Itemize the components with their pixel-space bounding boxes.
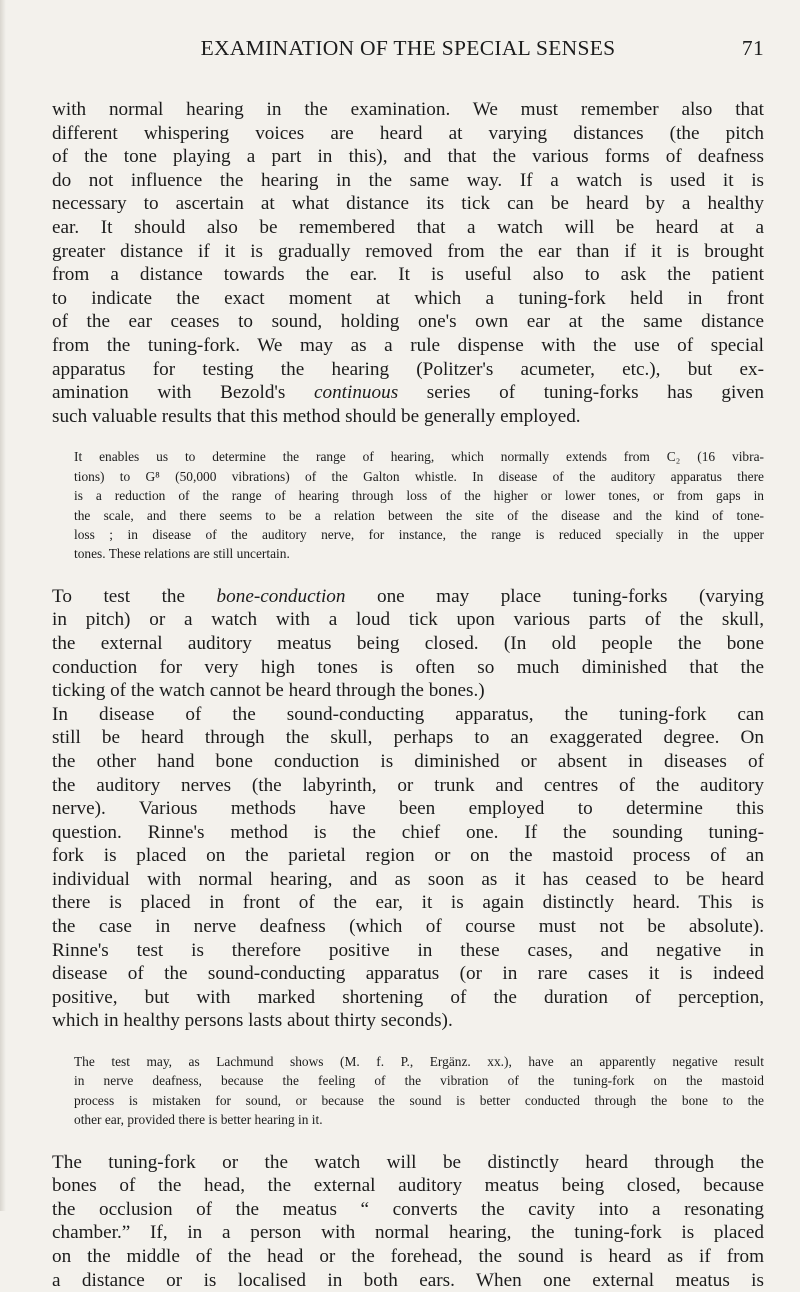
text-line: apparatus for testing the hearing (Politzer's acumeter, etc.), but ex- — [52, 358, 764, 380]
text-line: Rinne's test is therefore positive in these cases, and negative in — [52, 939, 764, 961]
paragraph-continued — [52, 98, 764, 428]
note-line: The test may, as Lachmund shows (M. f. P., Ergänz. xx.), have an apparently negative result — [74, 1054, 764, 1070]
text-line: from a distance towards the ear. It is useful also to ask the patient — [52, 264, 764, 286]
note-line: tions) to G⁸ (50,000 vibrations) of the Galton whistle. In disease of the auditory apparatus there — [74, 468, 764, 484]
note-line: is a reduction of the range of hearing through loss of the higher or lower tones, or from gaps in — [74, 488, 764, 504]
text-line: ticking of the watch cannot be heard through the bones.) — [52, 680, 485, 702]
text-line: the external auditory meatus being closed. (In old people the bone — [52, 632, 764, 654]
text-line: different whispering voices are heard at varying distances (the pitch — [52, 122, 764, 144]
text-line: necessary to ascertain at what distance its tick can be heard by a healthy — [52, 193, 764, 215]
text-line: bones of the head, the external auditory meatus being closed, because — [52, 1175, 764, 1197]
paragraph-rinne — [52, 703, 764, 1033]
note-line: process is mistaken for sound, or because the sound is better conducted through the bone to the — [74, 1092, 764, 1108]
text-line: chamber.” If, in a person with normal hearing, the tuning-fork is placed — [52, 1222, 764, 1244]
text-line: a distance or is localised in both ears. When one external meatus is — [52, 1269, 764, 1291]
text-line: the case in nerve deafness (which of course must not be absolute). — [52, 916, 764, 938]
text-line-with-italic: To test the bone-conduction one may place tuning-forks (varying — [52, 585, 764, 607]
small-print-note-range — [52, 447, 764, 563]
text-line: in pitch) or a watch with a loud tick upon various parts of the skull, — [52, 609, 764, 631]
text-line: conduction for very high tones is often so much diminished that the — [52, 656, 764, 678]
text-line: In disease of the sound-conducting apparatus, the tuning-fork can — [52, 703, 764, 725]
page-number: 71 — [741, 36, 764, 60]
note-line: loss ; in disease of the auditory nerve, for instance, the range is reduced specially in the upper — [74, 526, 764, 542]
note-line: in nerve deafness, because the feeling of the vibration of the tuning-fork on the mastoid — [74, 1073, 764, 1089]
chapter-title: EXAMINATION OF THE SPECIAL SENSES — [200, 36, 616, 60]
text-line: ear. It should also be remembered that a watch will be heard at a — [52, 216, 764, 238]
text-line: question. Rinne's method is the chief one. If the sounding tuning- — [52, 821, 764, 843]
note-line: other ear, provided there is better hearing in it. — [74, 1112, 323, 1128]
paragraph-localisation — [52, 1151, 764, 1292]
text-line: the auditory nerves (the labyrinth, or trunk and centres of the auditory — [52, 774, 764, 796]
text-line: disease of the sound-conducting apparatus (or in rare cases it is indeed — [52, 963, 764, 985]
book-page — [52, 36, 764, 1292]
text-line: still be heard through the skull, perhaps to an exaggerated degree. On — [52, 727, 764, 749]
text-line: greater distance if it is gradually removed from the ear than if it is brought — [52, 240, 764, 262]
text-line: from the tuning-fork. We may as a rule dispense with the use of special — [52, 334, 764, 356]
running-header — [52, 36, 764, 66]
text-line: fork is placed on the parietal region or on the mastoid process of an — [52, 845, 764, 867]
text-line: there is placed in front of the ear, it is again distinctly heard. This is — [52, 892, 764, 914]
text-line: individual with normal hearing, and as soon as it has ceased to be heard — [52, 868, 764, 890]
text-line: do not influence the hearing in the same way. If a watch is used it is — [52, 169, 764, 191]
text-line: nerve). Various methods have been employed to determine this — [52, 798, 764, 820]
page-edge-shadow — [0, 0, 6, 1211]
small-print-note-lachmund — [52, 1052, 764, 1130]
text-line: positive, but with marked shortening of the duration of perception, — [52, 986, 764, 1008]
text-line: the other hand bone conduction is diminished or absent in diseases of — [52, 750, 764, 772]
paragraph-bone-conduction — [52, 585, 764, 703]
italic-term: bone-conduction — [216, 585, 346, 607]
text-line: to indicate the exact moment at which a tuning-fork held in front — [52, 287, 764, 309]
italic-term: continuous — [313, 382, 399, 404]
text-line: the occlusion of the meatus “ converts the cavity into a resonating — [52, 1198, 764, 1220]
text-line: such valuable results that this method should be generally employed. — [52, 405, 581, 427]
text-line: of the ear ceases to sound, holding one's own ear at the same distance — [52, 311, 764, 333]
note-line: the scale, and there seems to be a relation between the site of the disease and the kind of tone- — [74, 507, 764, 523]
text-line: The tuning-fork or the watch will be distinctly heard through the — [52, 1151, 764, 1173]
text-line: of the tone playing a part in this), and that the various forms of deafness — [52, 146, 764, 168]
text-line-with-italic: amination with Bezold's continuous series of tuning-forks has given — [52, 382, 764, 404]
text-line: with normal hearing in the examination. We must remember also that — [52, 99, 764, 120]
note-line: tones. These relations are still uncertain. — [74, 546, 290, 562]
text-line: on the middle of the head or the forehead, the sound is heard as if from — [52, 1246, 764, 1268]
note-line: It enables us to determine the range of hearing, which normally extends from C₂ (16 vibra- — [74, 449, 764, 465]
text-line: which in healthy persons lasts about thirty seconds). — [52, 1010, 453, 1032]
